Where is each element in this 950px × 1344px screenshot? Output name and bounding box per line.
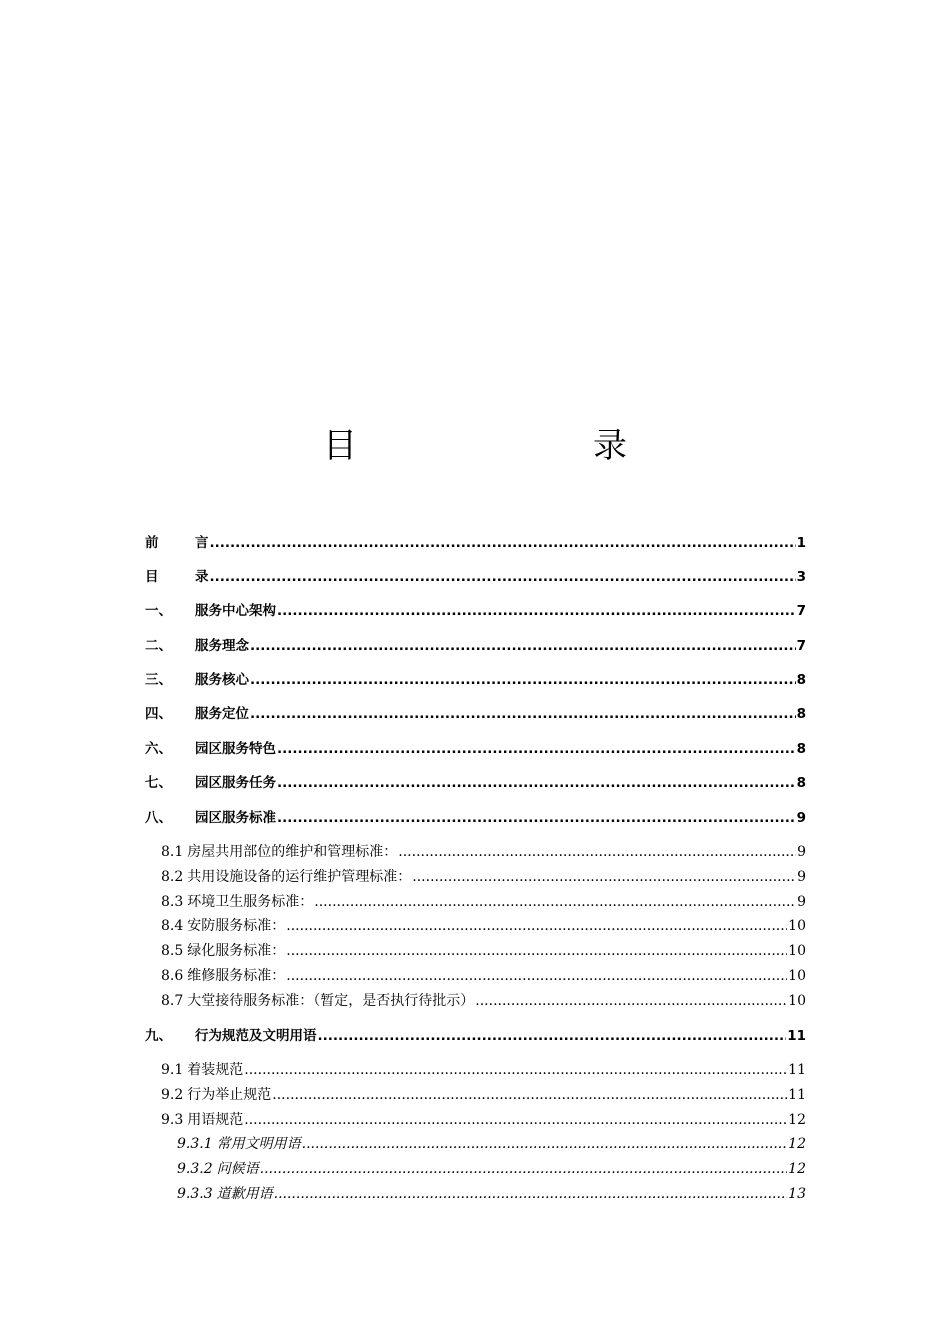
toc-entry-number: 8.2 (161, 869, 184, 885)
toc-dot-leader (260, 1159, 788, 1179)
toc-entry-number: 9.1 (161, 1062, 184, 1078)
toc-entry-label: 行为规范及文明用语 (195, 1028, 317, 1044)
toc-entry-label: 行为举止规范 (187, 1087, 272, 1103)
toc-entry-label: 园区服务标准 (195, 810, 276, 826)
toc-entry[interactable] (145, 533, 806, 553)
toc-dot-leader (475, 991, 787, 1011)
toc-entry[interactable] (177, 1184, 806, 1204)
toc-entry-page: 9 (797, 894, 806, 910)
toc-entry-label: 着装规范 (187, 1062, 244, 1078)
toc-dot-leader (210, 533, 796, 553)
toc-entry-page: 10 (788, 993, 806, 1009)
toc-entry-page: 8 (796, 775, 806, 791)
toc-entry[interactable] (145, 636, 806, 656)
toc-entry-label: 环境卫生服务标准： (187, 894, 314, 910)
toc-entry-number: 四、 (145, 706, 172, 722)
toc-entry-page: 13 (788, 1186, 806, 1202)
toc-entry-number: 8.5 (161, 943, 184, 959)
toc-entry-page: 9 (797, 869, 806, 885)
toc-entry[interactable] (145, 601, 806, 621)
toc-entry-page: 8 (796, 672, 806, 688)
toc-entry-page: 8 (796, 706, 806, 722)
toc-dot-leader (302, 1134, 788, 1154)
toc-entry[interactable] (177, 1159, 806, 1179)
toc-entry-page: 11 (788, 1062, 806, 1078)
toc-entry-number: 一、 (145, 603, 172, 619)
toc-entry-label: 绿化服务标准： (187, 943, 286, 959)
toc-entry[interactable] (161, 1085, 806, 1105)
toc-entry-page: 9 (797, 844, 806, 860)
toc-entry[interactable] (161, 916, 806, 936)
toc-entry-number: 9.3.1 (177, 1136, 213, 1152)
toc-entry[interactable] (145, 567, 806, 587)
toc-entry-label: 安防服务标准： (187, 918, 286, 934)
toc-entry-page: 10 (788, 943, 806, 959)
toc-entry-page: 7 (796, 638, 806, 654)
toc-entry[interactable] (145, 773, 806, 793)
toc-entry-label: 大堂接待服务标准：（暂定，是否执行待批示） (187, 993, 475, 1009)
toc-dot-leader (210, 567, 796, 587)
toc-dot-leader (244, 1110, 787, 1130)
toc-entry-page: 11 (788, 1087, 806, 1103)
toc-entry-number: 8.6 (161, 968, 184, 984)
toc-entry-page: 8 (796, 741, 806, 757)
toc-entry-label: 房屋共用部位的维护和管理标准： (187, 844, 398, 860)
toc-entry-label: 问候语 (216, 1161, 259, 1177)
toc-entry[interactable] (177, 1134, 806, 1154)
toc-entry-number: 九、 (145, 1028, 172, 1044)
toc-entry-page: 12 (788, 1136, 806, 1152)
page-title: 目 录 (323, 426, 683, 466)
toc-entry[interactable] (161, 842, 806, 862)
toc-entry-number: 9.3.2 (177, 1161, 213, 1177)
toc-entry-label: 园区服务特色 (195, 741, 276, 757)
toc-entry-page: 9 (796, 810, 806, 826)
toc-entry-number: 8.7 (161, 993, 184, 1009)
toc-entry-number: 前 (145, 535, 159, 551)
toc-entry[interactable] (161, 941, 806, 961)
toc-entry-label: 服务理念 (195, 638, 249, 654)
toc-entry-number: 六、 (145, 741, 172, 757)
toc-entry-page: 1 (796, 535, 806, 551)
toc-entry-label: 服务核心 (195, 672, 249, 688)
toc-entry-number: 9.3.3 (177, 1186, 213, 1202)
toc-entry-label: 服务中心架构 (195, 603, 276, 619)
toc-dot-leader (250, 704, 796, 724)
toc-dot-leader (314, 892, 796, 912)
toc-entry[interactable] (161, 1060, 806, 1080)
toc-dot-leader (277, 601, 796, 621)
toc-entry-number: 8.4 (161, 918, 184, 934)
toc-entry-number: 二、 (145, 638, 172, 654)
toc-entry[interactable] (161, 966, 806, 986)
toc-entry[interactable] (145, 1026, 806, 1046)
toc-dot-leader (250, 670, 796, 690)
toc-entry[interactable] (145, 670, 806, 690)
toc-entry[interactable] (161, 991, 806, 1011)
toc-entry-label: 常用文明用语 (216, 1136, 301, 1152)
toc-entry-page: 10 (788, 968, 806, 984)
toc-entry-number: 三、 (145, 672, 172, 688)
toc-entry-label: 服务定位 (195, 706, 249, 722)
toc-entry-number: 七、 (145, 775, 172, 791)
toc-entry-label: 园区服务任务 (195, 775, 276, 791)
toc-entry-page: 7 (796, 603, 806, 619)
toc-dot-leader (250, 636, 796, 656)
toc-entry[interactable] (145, 808, 806, 828)
toc-dot-leader (274, 1184, 788, 1204)
toc-entry-label: 维修服务标准： (187, 968, 286, 984)
toc-entry-label: 言 (195, 535, 209, 551)
toc-entry-label: 用语规范 (187, 1112, 244, 1128)
toc-entry-page: 12 (788, 1112, 806, 1128)
toc-entry-number: 目 (145, 569, 159, 585)
toc-dot-leader (244, 1060, 787, 1080)
toc-dot-leader (398, 842, 796, 862)
toc-entry-label: 共用设施设备的运行维护管理标准： (187, 869, 412, 885)
toc-dot-leader (318, 1026, 787, 1046)
toc-dot-leader (412, 867, 796, 887)
toc-entry[interactable] (161, 867, 806, 887)
toc-dot-leader (277, 773, 796, 793)
toc-dot-leader (286, 916, 787, 936)
toc-entry-page: 12 (788, 1161, 806, 1177)
toc-dot-leader (277, 739, 796, 759)
toc-entry-page: 11 (787, 1028, 806, 1044)
toc-entry[interactable] (161, 1110, 806, 1130)
toc-entry-page: 10 (788, 918, 806, 934)
toc-entry-number: 8.1 (161, 844, 184, 860)
toc-entry-label: 道歉用语 (216, 1186, 273, 1202)
toc-dot-leader (277, 808, 796, 828)
toc-entry-number: 8.3 (161, 894, 184, 910)
toc-entry[interactable] (145, 739, 806, 759)
toc-entry[interactable] (161, 892, 806, 912)
toc-dot-leader (286, 966, 787, 986)
toc-dot-leader (272, 1085, 787, 1105)
toc-entry-number: 9.2 (161, 1087, 184, 1103)
toc-entry[interactable] (145, 704, 806, 724)
toc-entry-number: 9.3 (161, 1112, 184, 1128)
toc-entry-number: 八、 (145, 810, 172, 826)
toc-entry-label: 录 (195, 569, 209, 585)
toc-entry-page: 3 (796, 569, 806, 585)
toc-dot-leader (286, 941, 787, 961)
